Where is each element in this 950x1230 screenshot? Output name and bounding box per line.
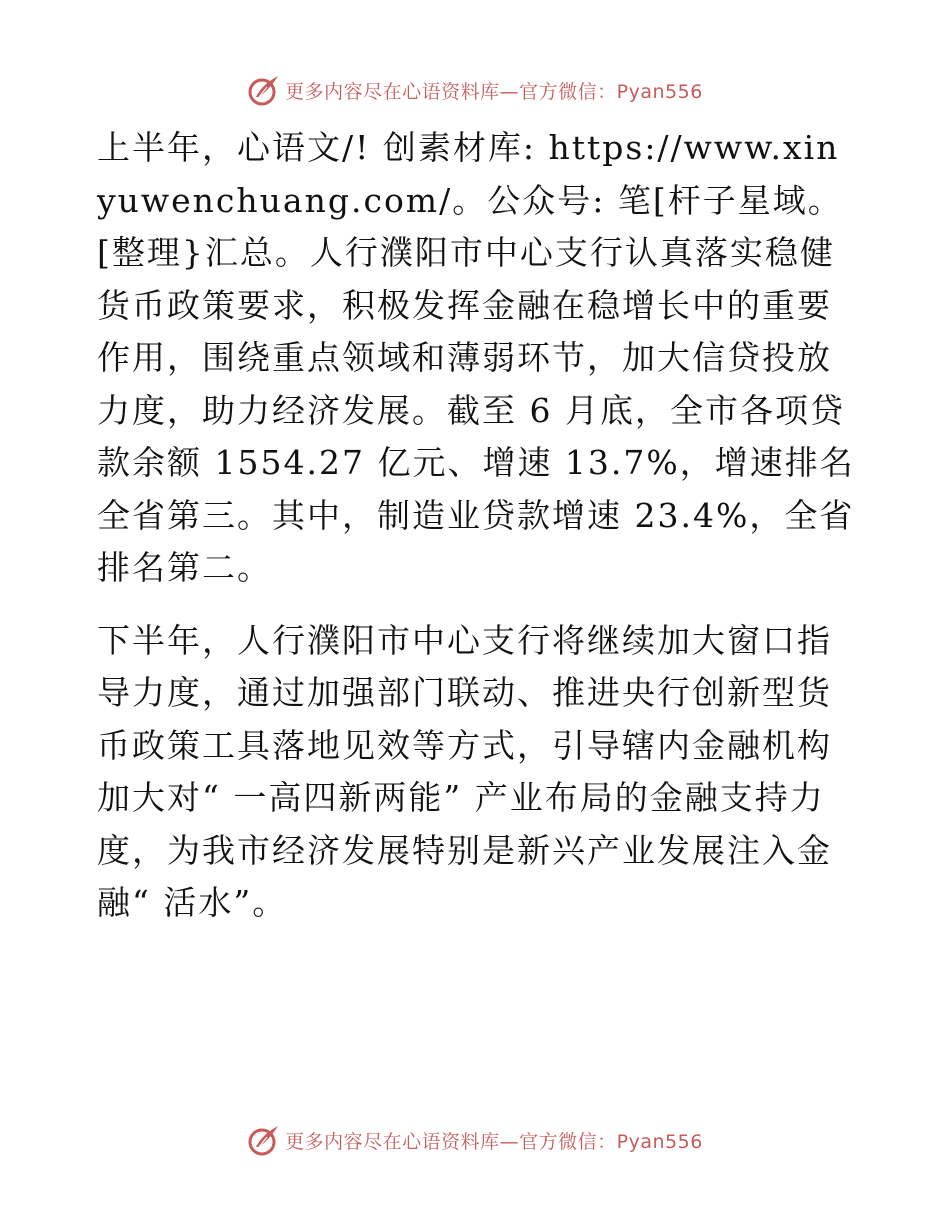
banner-text [285,77,703,104]
footer-banner [0,1120,950,1160]
document-body [97,122,857,930]
banner-main-text: 更多内容尽在心语资料库 [285,1130,500,1153]
banner-wechat-text: 官方微信：Pyan556 [519,1130,703,1153]
banner-main-text: 更多内容尽在心语资料库 [285,80,500,103]
quill-seal-icon [247,73,281,107]
quill-seal-icon [247,1123,281,1157]
header-banner [0,70,950,110]
paragraph-second-half: 下半年，人行濮阳市中心支行将继续加大窗口指导力度，通过加强部门联动、推进央行创新型货币政策工具落地见效等方式，引导辖内金融机构加大对“ 一高四新两能” 产业布局的金融支持力度，为我市经济发展特别是新兴产业发展注入金融“ 活水”。 [97,620,832,922]
banner-separator: — [499,80,520,103]
banner-text [285,1127,703,1154]
banner-separator: — [499,1130,520,1153]
banner-wechat-text: 官方微信：Pyan556 [519,80,703,103]
paragraph-first-half: 上半年，心语文/! 创素材库: https://www.xinyuwenchuang.com/。公众号: 笔[杆子星域。[整理}汇总。人行濮阳市中心支行认真落实稳健货币政策要求，积极发挥金融在稳增长中的重要作用，围绕重点领域和薄弱环节，加大信贷投放力度，助力经济发展。截至 6 月底，全市各项贷款余额 1554.27 亿元、增速 13.7%，增速排名全省第三。其中，制造业贷款增速 23.4%，全省排名第二。 [97,128,855,587]
